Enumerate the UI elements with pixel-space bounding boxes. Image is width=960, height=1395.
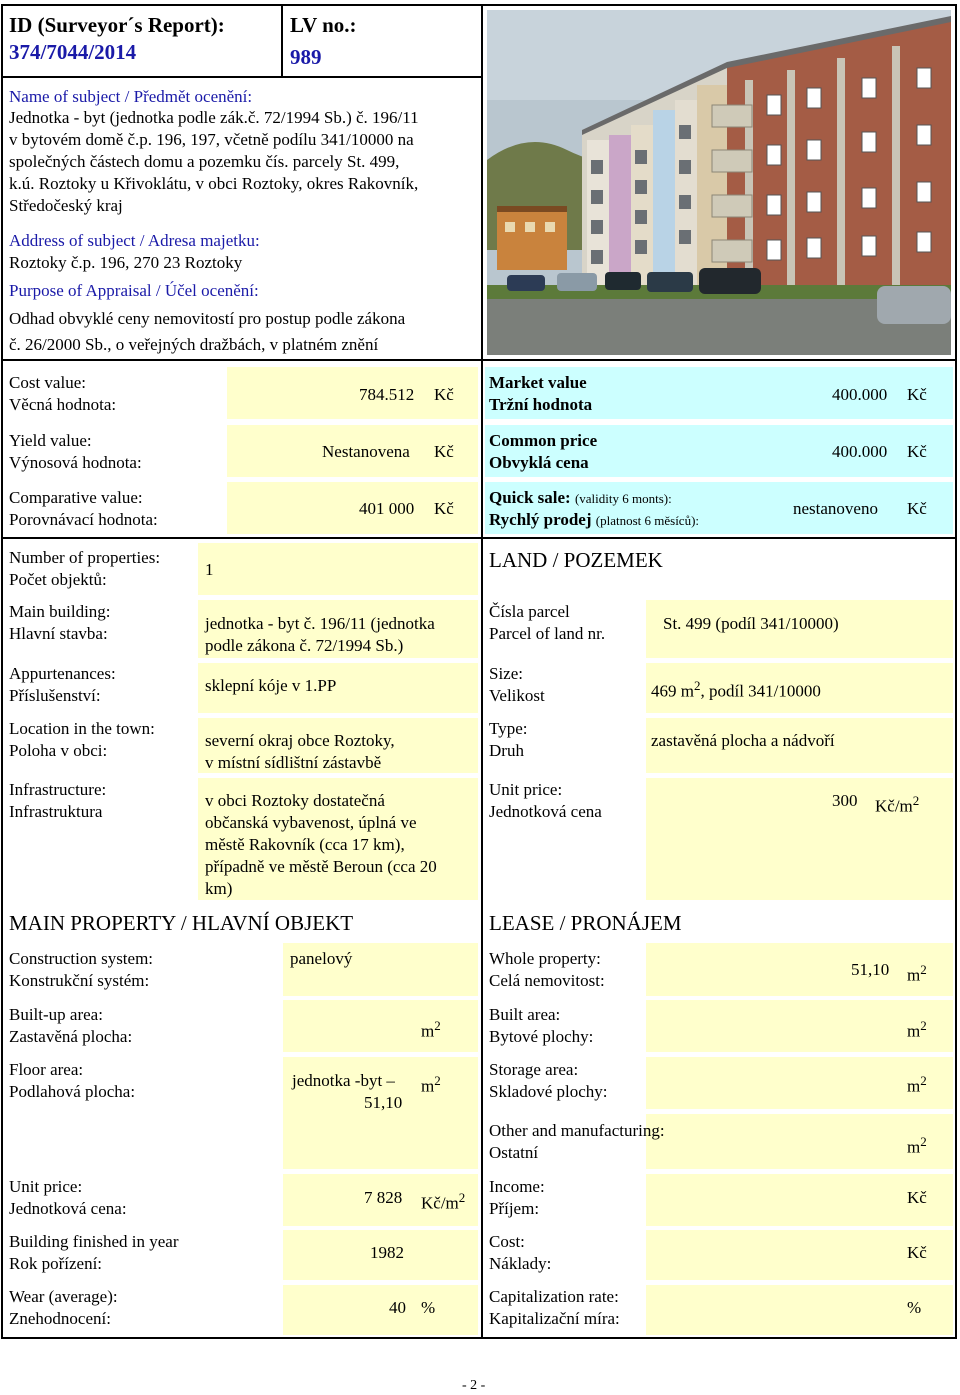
whole-value: 51,10: [851, 960, 890, 979]
whole-unit: [907, 959, 927, 987]
parcel-value: St. 499 (podíl 341/10000): [663, 614, 839, 633]
whole-unit-sup: 2: [920, 962, 927, 977]
yield-label-cz: Výnosová hodnota:: [9, 453, 142, 472]
comp-value: 401 000: [359, 499, 415, 518]
market-currency: Kč: [907, 385, 927, 404]
lease-heading: LEASE / PRONÁJEM: [489, 911, 682, 935]
year-label-cz: Rok pořízení:: [9, 1254, 103, 1273]
built-label-cz: Zastavěná plocha:: [9, 1027, 133, 1046]
land-heading: LAND / POZEMEK: [489, 548, 663, 572]
building-photo: [487, 10, 951, 355]
subject-name-label: Name of subject / Předmět ocenění:: [9, 87, 253, 106]
type-value: zastavěná plocha a nádvoří: [651, 731, 835, 750]
market-label-en: Market value: [489, 373, 587, 392]
lv-label: LV no.:: [290, 13, 357, 37]
lease-cost-label-en: Cost:: [489, 1232, 525, 1251]
quick-label-en-main: Quick sale:: [489, 488, 571, 507]
other-unit-m: m: [907, 1137, 921, 1157]
main-value-1: jednotka - byt č. 196/11 (jednotka: [205, 614, 435, 633]
yield-value: Nestanovena: [322, 442, 410, 461]
unit-unit: [875, 790, 919, 818]
quick-label-cz-main: Rychlý prodej: [489, 510, 592, 529]
lease-cost-unit: Kč: [907, 1243, 927, 1262]
unit-label-cz: Jednotková cena: [489, 802, 602, 821]
type-label-en: Type:: [489, 719, 528, 738]
other-label-cz: Ostatní: [489, 1143, 539, 1162]
built-unit-sup: 2: [434, 1018, 441, 1033]
income-label-cz: Příjem:: [489, 1199, 540, 1218]
loc-value-1: severní okraj obce Roztoky,: [205, 731, 395, 750]
quick-currency: Kč: [907, 499, 927, 518]
size-label-en: Size:: [489, 664, 523, 683]
whole-unit-m: m: [907, 965, 921, 985]
unit-value: 300: [832, 791, 858, 810]
floor-label-en: Floor area:: [9, 1060, 84, 1079]
other-unit: [907, 1131, 927, 1159]
app-label-cz: Příslušenství:: [9, 686, 101, 705]
storage-unit-sup: 2: [920, 1073, 927, 1088]
comp-label-cz: Porovnávací hodnota:: [9, 510, 158, 529]
yield-label-en: Yield value:: [9, 431, 92, 450]
size-value: [651, 675, 821, 703]
unit-unit-text: Kč/m: [875, 796, 913, 816]
page-number: - 2 -: [462, 1378, 486, 1393]
lv-value: 989: [290, 45, 322, 69]
wear-label-cz: Znehodnocení:: [9, 1309, 111, 1328]
infra-line-4: případně ve městě Beroun (cca 20: [205, 857, 437, 876]
unitp-value: 7 828: [364, 1188, 403, 1207]
floor-value-1: jednotka -byt –: [292, 1071, 395, 1090]
infra-label-cz: Infrastruktura: [9, 802, 103, 821]
storage-label-cz: Skladové plochy:: [489, 1082, 608, 1101]
loc-value-2: v místní sídlištní zástavbě: [205, 753, 382, 772]
floor-value-2: 51,10: [364, 1093, 403, 1112]
yield-currency: Kč: [434, 442, 454, 461]
unitp-unit: [421, 1187, 465, 1215]
main-property-heading: MAIN PROPERTY / HLAVNÍ OBJEKT: [9, 911, 354, 935]
market-value: 400.000: [832, 385, 888, 404]
lease-built-unit-sup: 2: [920, 1018, 927, 1033]
subject-name-line-5: Středočeský kraj: [9, 196, 123, 215]
app-value: sklepní kóje v 1.PP: [205, 676, 337, 695]
income-label-en: Income:: [489, 1177, 545, 1196]
floor-unit-sup: 2: [434, 1073, 441, 1088]
lease-cost-label-cz: Náklady:: [489, 1254, 552, 1273]
cost-value: 784.512: [359, 385, 415, 404]
parcel-label-cz: Čísla parcel: [489, 602, 570, 621]
purpose-label: Purpose of Appraisal / Účel ocenění:: [9, 281, 259, 300]
main-value-2: podle zákona č. 72/1994 Sb.): [205, 636, 404, 655]
num-value-cell: [198, 543, 478, 595]
app-label-en: Appurtenances:: [9, 664, 116, 683]
unit-label-en: Unit price:: [489, 780, 563, 799]
constr-label-cz: Konstrukční systém:: [9, 971, 150, 990]
storage-label-en: Storage area:: [489, 1060, 579, 1079]
num-label-cz: Počet objektů:: [9, 570, 107, 589]
whole-label-en: Whole property:: [489, 949, 601, 968]
common-label-cz: Obvyklá cena: [489, 453, 589, 472]
year-value: 1982: [370, 1243, 404, 1262]
built-unit: [421, 1015, 441, 1043]
lease-built-unit: [907, 1015, 927, 1043]
lease-built-unit-m: m: [907, 1021, 921, 1041]
loc-label-cz: Poloha v obci:: [9, 741, 108, 760]
infra-line-1: v obci Roztoky dostatečná: [205, 791, 385, 810]
subject-name-line-3: společných částech domu a pozemku čís. parcely St. 499,: [9, 152, 400, 171]
built-value-cell: [283, 1000, 478, 1052]
building-photo-svg: [487, 10, 951, 355]
cap-label-en: Capitalization rate:: [489, 1287, 619, 1306]
cost-label-cz: Věcná hodnota:: [9, 395, 117, 414]
common-currency: Kč: [907, 442, 927, 461]
main-label-en: Main building:: [9, 602, 111, 621]
whole-label-cz: Celá nemovitost:: [489, 971, 605, 990]
floor-label-cz: Podlahová plocha:: [9, 1082, 136, 1101]
comp-label-en: Comparative value:: [9, 488, 143, 507]
constr-value: panelový: [290, 949, 353, 968]
storage-unit-m: m: [907, 1076, 921, 1096]
unitp-unit-sup: 2: [458, 1190, 466, 1205]
comp-currency: Kč: [434, 499, 454, 518]
main-label-cz: Hlavní stavba:: [9, 624, 108, 643]
constr-label-en: Construction system:: [9, 949, 154, 968]
size-label-cz: Velikost: [489, 686, 545, 705]
cost-currency: Kč: [434, 385, 454, 404]
num-value: 1: [205, 560, 214, 579]
storage-unit: [907, 1070, 927, 1098]
purpose-line-1: Odhad obvyklé ceny nemovitostí pro postup podle zákona: [9, 309, 406, 328]
other-label-en: Other and manufacturing:: [489, 1121, 665, 1140]
wear-value-cell: [283, 1285, 478, 1335]
infra-label-en: Infrastructure:: [9, 780, 107, 799]
size-value-sup: 2: [693, 678, 701, 693]
parcel-label-en: Parcel of land nr.: [489, 624, 606, 643]
quick-label-cz: [489, 509, 699, 532]
quick-label-en-note: (validity 6 monts):: [574, 491, 672, 506]
quick-label-en: [489, 487, 672, 510]
wear-unit: %: [421, 1298, 436, 1317]
infra-line-5: km): [205, 879, 233, 898]
year-label-en: Building finished in year: [9, 1232, 179, 1251]
id-value: 374/7044/2014: [9, 40, 137, 64]
infra-line-2: občanská vybavenost, úplná ve: [205, 813, 417, 832]
purpose-line-2: č. 26/2000 Sb., o veřejných dražbách, v platném znění: [9, 335, 379, 354]
cap-label-cz: Kapitalizační míra:: [489, 1309, 620, 1328]
lease-built-label-en: Built area:: [489, 1005, 561, 1024]
quick-value: nestanoveno: [793, 499, 878, 518]
income-unit: Kč: [907, 1188, 927, 1207]
id-label: ID (Surveyor´s Report):: [9, 13, 225, 37]
num-label-en: Number of properties:: [9, 548, 161, 567]
built-label-en: Built-up area:: [9, 1005, 103, 1024]
unit-unit-sup: 2: [912, 793, 920, 808]
unitp-label-en: Unit price:: [9, 1177, 83, 1196]
quick-label-cz-note: (platnost 6 měsíců):: [595, 513, 700, 528]
lease-built-label-cz: Bytové plochy:: [489, 1027, 594, 1046]
infra-line-3: městě Rakovník (cca 17 km),: [205, 835, 405, 854]
cost-label-en: Cost value:: [9, 373, 86, 392]
market-label-cz: Tržní hodnota: [489, 395, 593, 414]
type-label-cz: Druh: [489, 741, 524, 760]
wear-value: 40: [389, 1298, 406, 1317]
subject-name-line-4: k.ú. Roztoky u Křivoklátu, v obci Roztoky, okres Rakovník,: [9, 174, 419, 193]
property-divider: [481, 537, 483, 1339]
common-label-en: Common price: [489, 431, 598, 450]
subject-name-line-2: v bytovém domě č.p. 196, 197, včetně podílu 341/10000 na: [9, 130, 414, 149]
values-divider: [481, 359, 483, 539]
unitp-label-cz: Jednotková cena:: [9, 1199, 127, 1218]
subject-name-line-1: Jednotka - byt (jednotka podle zák.č. 72/1994 Sb.) č. 196/11: [9, 108, 419, 127]
loc-label-en: Location in the town:: [9, 719, 155, 738]
size-value-b: , podíl 341/10000: [700, 681, 821, 701]
floor-unit-m: m: [421, 1076, 435, 1096]
built-unit-m: m: [421, 1021, 435, 1041]
common-value: 400.000: [832, 442, 888, 461]
wear-label-en: Wear (average):: [9, 1287, 118, 1306]
cap-unit: %: [907, 1298, 922, 1317]
address-value: Roztoky č.p. 196, 270 23 Roztoky: [9, 253, 243, 272]
address-label: Address of subject / Adresa majetku:: [9, 231, 260, 250]
size-value-a: 469 m: [651, 681, 694, 701]
floor-unit: [421, 1070, 441, 1098]
other-unit-sup: 2: [920, 1134, 927, 1149]
unitp-unit-text: Kč/m: [421, 1193, 459, 1213]
